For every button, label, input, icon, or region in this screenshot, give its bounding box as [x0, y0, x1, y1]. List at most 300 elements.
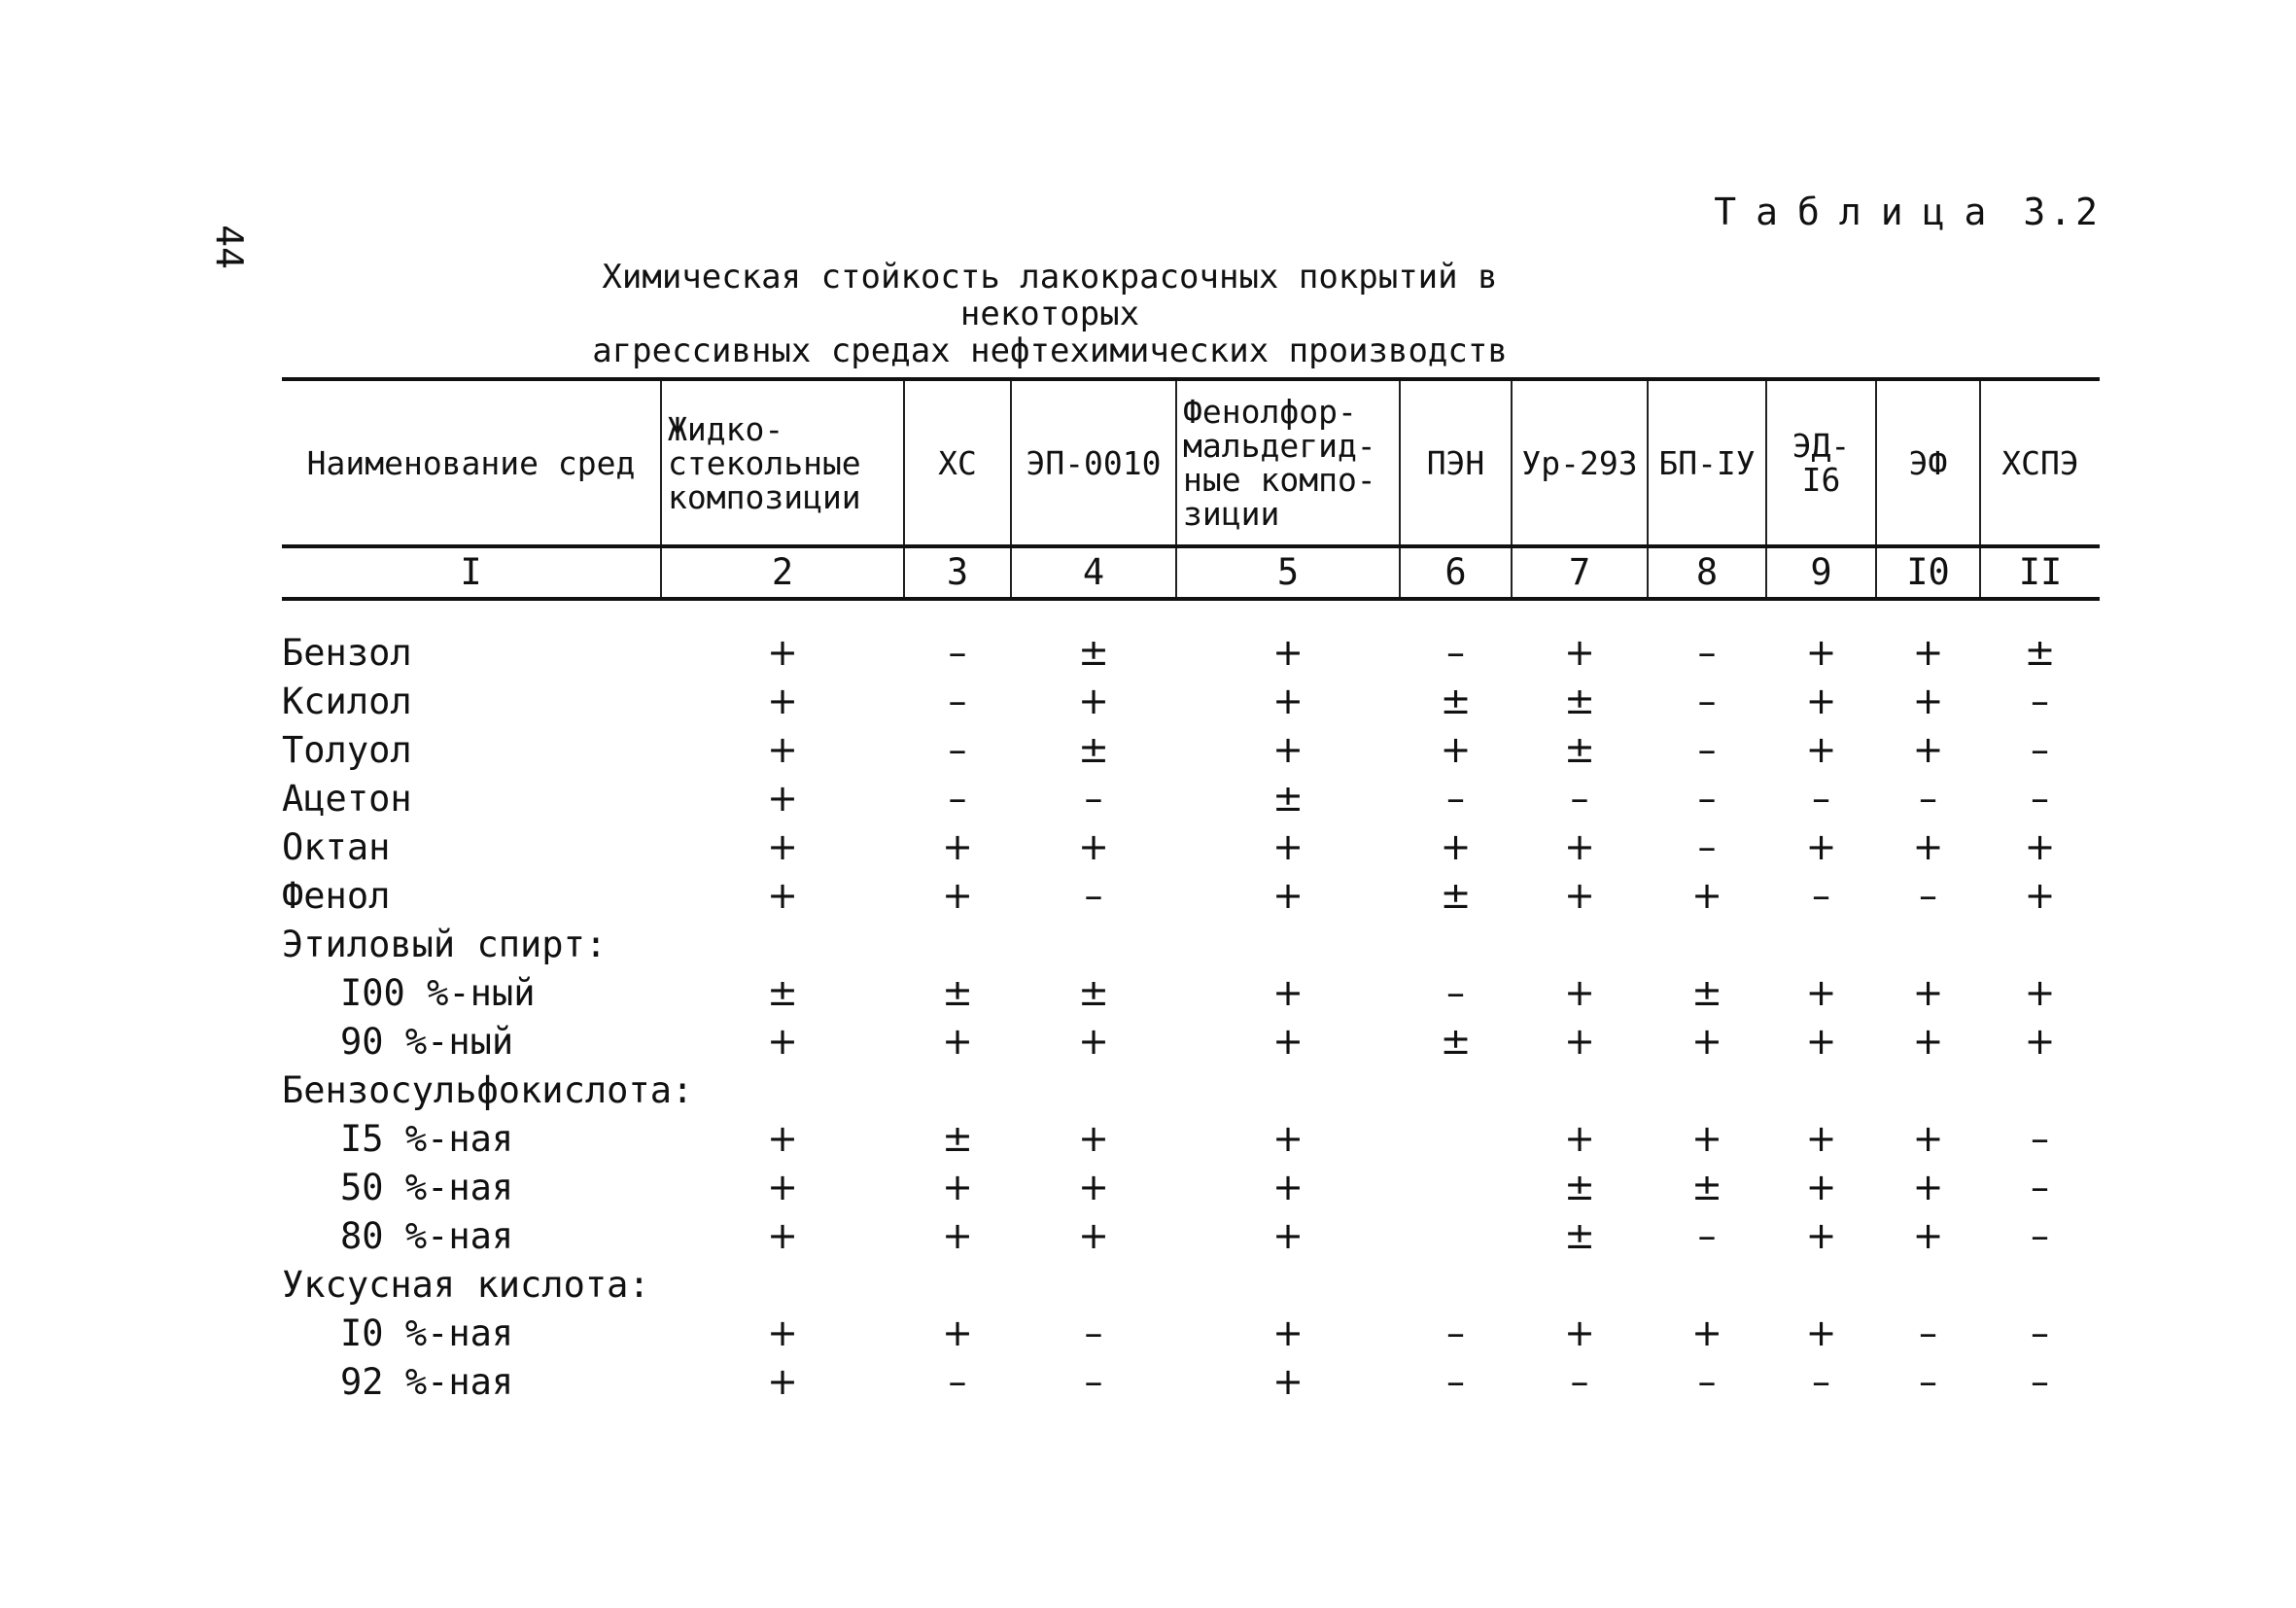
resistance-mark: ± — [1564, 728, 1595, 771]
resistance-cell — [1876, 1309, 1980, 1357]
resistance-mark: + — [1912, 971, 1944, 1014]
resistance-cell — [661, 628, 904, 677]
resistance-cell — [1980, 968, 2100, 1017]
medium-name: 80 %-ная — [340, 1214, 514, 1257]
resistance-mark: + — [1272, 1360, 1304, 1403]
resistance-cell — [1512, 1309, 1648, 1357]
resistance-cell — [661, 1066, 904, 1114]
resistance-cell — [1400, 822, 1512, 871]
resistance-mark: – — [1812, 1360, 1830, 1403]
header-col-4: Фенолфор-мальдегид-ные компо-зиции — [1176, 379, 1400, 546]
resistance-cell — [1400, 774, 1512, 822]
resistance-cell — [1980, 1114, 2100, 1163]
resistance-cell — [1876, 1114, 1980, 1163]
table-row — [282, 1017, 2100, 1066]
resistance-cell — [661, 871, 904, 920]
resistance-mark: + — [942, 825, 973, 868]
resistance-cell — [1876, 920, 1980, 968]
resistance-mark: – — [2031, 777, 2049, 820]
resistance-mark: + — [767, 1020, 798, 1063]
resistance-mark: + — [1912, 631, 1944, 674]
resistance-cell — [1400, 1066, 1512, 1114]
resistance-cell — [1876, 871, 1980, 920]
resistance-cell — [904, 1017, 1011, 1066]
resistance-cell — [1876, 677, 1980, 725]
resistance-cell — [1011, 677, 1176, 725]
resistance-mark: + — [942, 1214, 973, 1257]
resistance-cell — [904, 1309, 1011, 1357]
resistance-cell — [1876, 774, 1980, 822]
medium-name: Ацетон — [282, 777, 412, 820]
resistance-mark: – — [1446, 1311, 1465, 1354]
resistance-cell — [1766, 920, 1876, 968]
col-number: 9 — [1766, 546, 1876, 599]
resistance-cell — [1176, 871, 1400, 920]
resistance-mark: – — [1084, 1360, 1103, 1403]
resistance-mark: – — [1697, 825, 1717, 868]
resistance-mark: ± — [1564, 1166, 1595, 1208]
resistance-mark: – — [1446, 631, 1465, 674]
resistance-cell — [1980, 725, 2100, 774]
resistance-mark: ± — [1691, 971, 1722, 1014]
resistance-mark: + — [1691, 1311, 1722, 1354]
table-row — [282, 1260, 2100, 1309]
resistance-mark: + — [2024, 971, 2056, 1014]
medium-name: Фенол — [282, 874, 391, 917]
resistance-mark: – — [1697, 1360, 1717, 1403]
resistance-mark: ± — [1564, 1214, 1595, 1257]
resistance-mark: + — [1805, 680, 1837, 722]
resistance-cell — [1876, 1066, 1980, 1114]
resistance-cell — [1648, 1211, 1766, 1260]
resistance-cell — [661, 725, 904, 774]
resistance-cell — [1648, 1309, 1766, 1357]
resistance-mark: + — [1912, 825, 1944, 868]
col-number: I0 — [1876, 546, 1980, 599]
resistance-cell — [1980, 1066, 2100, 1114]
resistance-mark: ± — [2024, 631, 2056, 674]
resistance-cell — [1400, 1309, 1512, 1357]
resistance-mark: ± — [1078, 728, 1109, 771]
resistance-cell — [1876, 968, 1980, 1017]
page-number: 44 — [208, 225, 251, 269]
resistance-cell — [1176, 968, 1400, 1017]
resistance-cell — [1400, 1114, 1512, 1163]
resistance-cell — [661, 1260, 904, 1309]
resistance-mark: ± — [1564, 680, 1595, 722]
resistance-mark: ± — [1078, 971, 1109, 1014]
resistance-cell — [1766, 1309, 1876, 1357]
resistance-mark: – — [948, 680, 967, 722]
resistance-mark: – — [1084, 874, 1103, 917]
resistance-mark: + — [1805, 1311, 1837, 1354]
resistance-mark: ± — [1440, 874, 1472, 917]
resistance-cell — [1011, 871, 1176, 920]
resistance-mark: + — [2024, 1020, 2056, 1063]
resistance-cell — [1876, 1260, 1980, 1309]
resistance-mark: + — [1564, 971, 1595, 1014]
resistance-cell — [1011, 1357, 1176, 1406]
resistance-cell — [1011, 1066, 1176, 1114]
resistance-mark: + — [1078, 1166, 1109, 1208]
resistance-mark: + — [1078, 1020, 1109, 1063]
medium-name: 92 %-ная — [340, 1360, 514, 1403]
table-row — [282, 968, 2100, 1017]
col-number: 8 — [1648, 546, 1766, 599]
resistance-cell — [1011, 774, 1176, 822]
resistance-mark: – — [948, 728, 967, 771]
resistance-cell — [1512, 1114, 1648, 1163]
resistance-cell — [1876, 1017, 1980, 1066]
resistance-mark: + — [767, 1360, 798, 1403]
resistance-mark: – — [1919, 1360, 1937, 1403]
table-label-word: Таблица — [1714, 191, 2006, 233]
col-number: 6 — [1400, 546, 1512, 599]
resistance-cell — [1176, 1163, 1400, 1211]
resistance-cell — [1011, 920, 1176, 968]
resistance-cell — [1176, 1357, 1400, 1406]
resistance-cell — [1766, 677, 1876, 725]
resistance-mark: – — [1919, 874, 1937, 917]
resistance-cell — [1176, 1017, 1400, 1066]
column-number-row — [282, 546, 2100, 599]
resistance-mark: + — [767, 777, 798, 820]
resistance-mark: ± — [1440, 1020, 1472, 1063]
resistance-mark: + — [1564, 825, 1595, 868]
resistance-mark: – — [1697, 728, 1717, 771]
resistance-mark: + — [1691, 1117, 1722, 1160]
resistance-mark: + — [1272, 728, 1304, 771]
resistance-cell — [904, 628, 1011, 677]
resistance-mark: – — [1446, 971, 1465, 1014]
resistance-cell — [1400, 1163, 1512, 1211]
resistance-cell — [1980, 1260, 2100, 1309]
resistance-mark: + — [767, 874, 798, 917]
resistance-cell — [1400, 1017, 1512, 1066]
col-number: 2 — [661, 546, 904, 599]
resistance-mark: – — [2031, 1360, 2049, 1403]
col-number: 4 — [1011, 546, 1176, 599]
resistance-cell — [1512, 1066, 1648, 1114]
resistance-cell — [1176, 1309, 1400, 1357]
resistance-mark: + — [1440, 825, 1472, 868]
resistance-cell — [1876, 1211, 1980, 1260]
resistance-cell — [661, 1309, 904, 1357]
resistance-mark: – — [1697, 777, 1717, 820]
resistance-cell — [1011, 1309, 1176, 1357]
resistance-cell — [1766, 968, 1876, 1017]
resistance-cell — [1512, 871, 1648, 920]
resistance-cell — [1011, 968, 1176, 1017]
resistance-cell — [1400, 1357, 1512, 1406]
resistance-mark: + — [767, 1311, 798, 1354]
resistance-cell — [1400, 920, 1512, 968]
header-col-2: ХС — [904, 379, 1011, 546]
resistance-mark: – — [1919, 777, 1937, 820]
resistance-mark: ± — [1078, 631, 1109, 674]
resistance-cell — [1011, 628, 1176, 677]
resistance-mark: – — [1570, 1360, 1589, 1403]
resistance-mark: – — [1812, 874, 1830, 917]
resistance-mark: – — [948, 1360, 967, 1403]
resistance-mark: – — [1697, 680, 1717, 722]
resistance-mark: + — [2024, 874, 2056, 917]
resistance-cell — [1648, 1357, 1766, 1406]
resistance-mark: ± — [942, 1117, 973, 1160]
resistance-mark: + — [1564, 1020, 1595, 1063]
resistance-mark: + — [767, 680, 798, 722]
resistance-mark: + — [942, 1166, 973, 1208]
resistance-cell — [661, 677, 904, 725]
resistance-mark: – — [1919, 1311, 1937, 1354]
col-number: 3 — [904, 546, 1011, 599]
resistance-mark: + — [1272, 825, 1304, 868]
medium-name: Октан — [282, 825, 391, 868]
resistance-mark: + — [1912, 1020, 1944, 1063]
resistance-cell — [1648, 725, 1766, 774]
resistance-cell — [1648, 1114, 1766, 1163]
resistance-cell — [1648, 628, 1766, 677]
resistance-cell — [661, 822, 904, 871]
medium-name: Бензосульфокислота: — [282, 1068, 694, 1111]
resistance-cell — [1876, 628, 1980, 677]
table-row — [282, 1163, 2100, 1211]
resistance-cell — [1400, 1211, 1512, 1260]
resistance-cell — [1176, 1211, 1400, 1260]
resistance-cell — [1980, 1357, 2100, 1406]
resistance-mark: ± — [767, 971, 798, 1014]
resistance-cell — [1176, 725, 1400, 774]
resistance-cell — [1512, 677, 1648, 725]
resistance-mark: + — [1078, 1214, 1109, 1257]
resistance-table — [282, 377, 2100, 1406]
resistance-mark: + — [1564, 1117, 1595, 1160]
resistance-mark: + — [1691, 874, 1722, 917]
resistance-mark: – — [1812, 777, 1830, 820]
header-col-6: Ур-293 — [1512, 379, 1648, 546]
resistance-cell — [1176, 677, 1400, 725]
resistance-cell — [1766, 1066, 1876, 1114]
resistance-cell — [1400, 628, 1512, 677]
resistance-cell — [1980, 774, 2100, 822]
table-label — [1714, 191, 2102, 233]
resistance-mark: – — [1446, 1360, 1465, 1403]
resistance-mark: + — [1805, 1166, 1837, 1208]
resistance-cell — [661, 1357, 904, 1406]
resistance-mark: – — [948, 777, 967, 820]
resistance-cell — [1766, 1260, 1876, 1309]
header-col-1: Жидко-стекольные композиции — [661, 379, 904, 546]
resistance-cell — [1176, 822, 1400, 871]
resistance-mark: ± — [1440, 680, 1472, 722]
resistance-mark: + — [1805, 631, 1837, 674]
resistance-cell — [1766, 1163, 1876, 1211]
resistance-mark: + — [1272, 631, 1304, 674]
table-row — [282, 677, 2100, 725]
resistance-cell — [1648, 822, 1766, 871]
resistance-cell — [904, 920, 1011, 968]
resistance-mark: – — [1084, 777, 1103, 820]
resistance-cell — [904, 822, 1011, 871]
resistance-mark: + — [1078, 1117, 1109, 1160]
table-row — [282, 822, 2100, 871]
resistance-cell — [1648, 1017, 1766, 1066]
resistance-mark: + — [1272, 1214, 1304, 1257]
table-caption — [544, 259, 1555, 369]
resistance-cell — [1766, 628, 1876, 677]
resistance-mark: – — [948, 631, 967, 674]
col-number: II — [1980, 546, 2100, 599]
resistance-cell — [1176, 920, 1400, 968]
resistance-cell — [1648, 1163, 1766, 1211]
col-number: I — [282, 546, 661, 599]
resistance-cell — [661, 1163, 904, 1211]
resistance-mark: + — [1440, 728, 1472, 771]
resistance-mark: + — [1691, 1020, 1722, 1063]
resistance-mark: + — [942, 1020, 973, 1063]
table-row — [282, 1114, 2100, 1163]
resistance-cell — [1011, 1114, 1176, 1163]
resistance-mark: ± — [1691, 1166, 1722, 1208]
resistance-mark: – — [2031, 728, 2049, 771]
header-medium: Наименование сред — [282, 379, 661, 546]
resistance-cell — [1011, 1017, 1176, 1066]
resistance-mark: + — [1805, 1020, 1837, 1063]
resistance-cell — [1876, 725, 1980, 774]
table-row — [282, 1211, 2100, 1260]
resistance-cell — [1980, 677, 2100, 725]
resistance-cell — [904, 1066, 1011, 1114]
resistance-mark: + — [1272, 680, 1304, 722]
header-col-9: ЭФ — [1876, 379, 1980, 546]
resistance-cell — [1512, 1163, 1648, 1211]
resistance-cell — [904, 1357, 1011, 1406]
resistance-mark: ± — [1272, 777, 1304, 820]
resistance-cell — [1400, 1260, 1512, 1309]
header-col-5: ПЭН — [1400, 379, 1512, 546]
resistance-cell — [1512, 774, 1648, 822]
resistance-cell — [904, 1211, 1011, 1260]
resistance-mark: + — [767, 1166, 798, 1208]
table-label-number: 3.2 — [2023, 191, 2102, 233]
resistance-cell — [1400, 968, 1512, 1017]
resistance-cell — [1766, 1357, 1876, 1406]
header-row — [282, 379, 2100, 546]
resistance-cell — [1766, 1114, 1876, 1163]
resistance-mark: + — [942, 1311, 973, 1354]
medium-name: I00 %-ный — [340, 971, 536, 1014]
medium-name: Толуол — [282, 728, 412, 771]
resistance-mark: – — [1697, 1214, 1717, 1257]
table-row — [282, 1066, 2100, 1114]
resistance-mark: + — [1272, 1166, 1304, 1208]
resistance-mark: + — [1272, 1020, 1304, 1063]
resistance-cell — [1980, 1309, 2100, 1357]
table-row — [282, 920, 2100, 968]
resistance-mark: – — [2031, 1166, 2049, 1208]
resistance-mark: + — [1912, 680, 1944, 722]
col-number: 7 — [1512, 546, 1648, 599]
resistance-mark: + — [767, 728, 798, 771]
resistance-cell — [1512, 822, 1648, 871]
resistance-cell — [904, 1163, 1011, 1211]
resistance-mark: + — [1272, 1311, 1304, 1354]
resistance-cell — [1176, 1260, 1400, 1309]
resistance-mark: + — [1078, 680, 1109, 722]
resistance-mark: + — [942, 874, 973, 917]
medium-name: Этиловый спирт: — [282, 923, 608, 965]
col-number: 5 — [1176, 546, 1400, 599]
resistance-cell — [904, 1260, 1011, 1309]
resistance-cell — [1980, 628, 2100, 677]
resistance-cell — [1011, 1211, 1176, 1260]
resistance-cell — [1011, 1163, 1176, 1211]
resistance-cell — [1176, 628, 1400, 677]
resistance-cell — [1512, 1260, 1648, 1309]
resistance-cell — [1766, 1017, 1876, 1066]
spacer-row — [282, 599, 2100, 628]
resistance-cell — [1876, 1357, 1980, 1406]
medium-name: Бензол — [282, 631, 412, 674]
resistance-cell — [1512, 628, 1648, 677]
resistance-cell — [1400, 725, 1512, 774]
header-col-8: ЭД-I6 — [1766, 379, 1876, 546]
resistance-cell — [1648, 920, 1766, 968]
resistance-cell — [661, 920, 904, 968]
resistance-mark: + — [2024, 825, 2056, 868]
resistance-mark: + — [1805, 971, 1837, 1014]
resistance-cell — [1512, 920, 1648, 968]
resistance-mark: – — [2031, 1214, 2049, 1257]
resistance-cell — [1876, 822, 1980, 871]
resistance-cell — [1980, 1017, 2100, 1066]
resistance-cell — [1176, 1114, 1400, 1163]
medium-name: Ксилол — [282, 680, 412, 722]
resistance-cell — [1766, 1211, 1876, 1260]
resistance-cell — [1648, 1260, 1766, 1309]
resistance-cell — [661, 1114, 904, 1163]
resistance-cell — [1766, 822, 1876, 871]
resistance-mark: + — [1078, 825, 1109, 868]
resistance-mark: + — [1805, 1117, 1837, 1160]
medium-name: I0 %-ная — [340, 1311, 514, 1354]
resistance-mark: – — [2031, 680, 2049, 722]
resistance-cell — [1648, 774, 1766, 822]
resistance-cell — [904, 871, 1011, 920]
header-col-7: БП-IУ — [1648, 379, 1766, 546]
table-row — [282, 774, 2100, 822]
resistance-cell — [1176, 774, 1400, 822]
resistance-mark: + — [1912, 1166, 1944, 1208]
resistance-cell — [1512, 1017, 1648, 1066]
resistance-mark: + — [767, 825, 798, 868]
resistance-cell — [1512, 725, 1648, 774]
table-row — [282, 1357, 2100, 1406]
resistance-mark: – — [2031, 1311, 2049, 1354]
resistance-mark: – — [1697, 631, 1717, 674]
resistance-cell — [1766, 725, 1876, 774]
resistance-cell — [1400, 677, 1512, 725]
resistance-mark: + — [1272, 874, 1304, 917]
resistance-cell — [1980, 822, 2100, 871]
resistance-mark: + — [1564, 631, 1595, 674]
resistance-mark: + — [767, 631, 798, 674]
table-body — [282, 599, 2100, 1406]
resistance-cell — [661, 1211, 904, 1260]
medium-name: 90 %-ный — [340, 1020, 514, 1063]
resistance-mark: + — [1272, 971, 1304, 1014]
resistance-cell — [1648, 677, 1766, 725]
